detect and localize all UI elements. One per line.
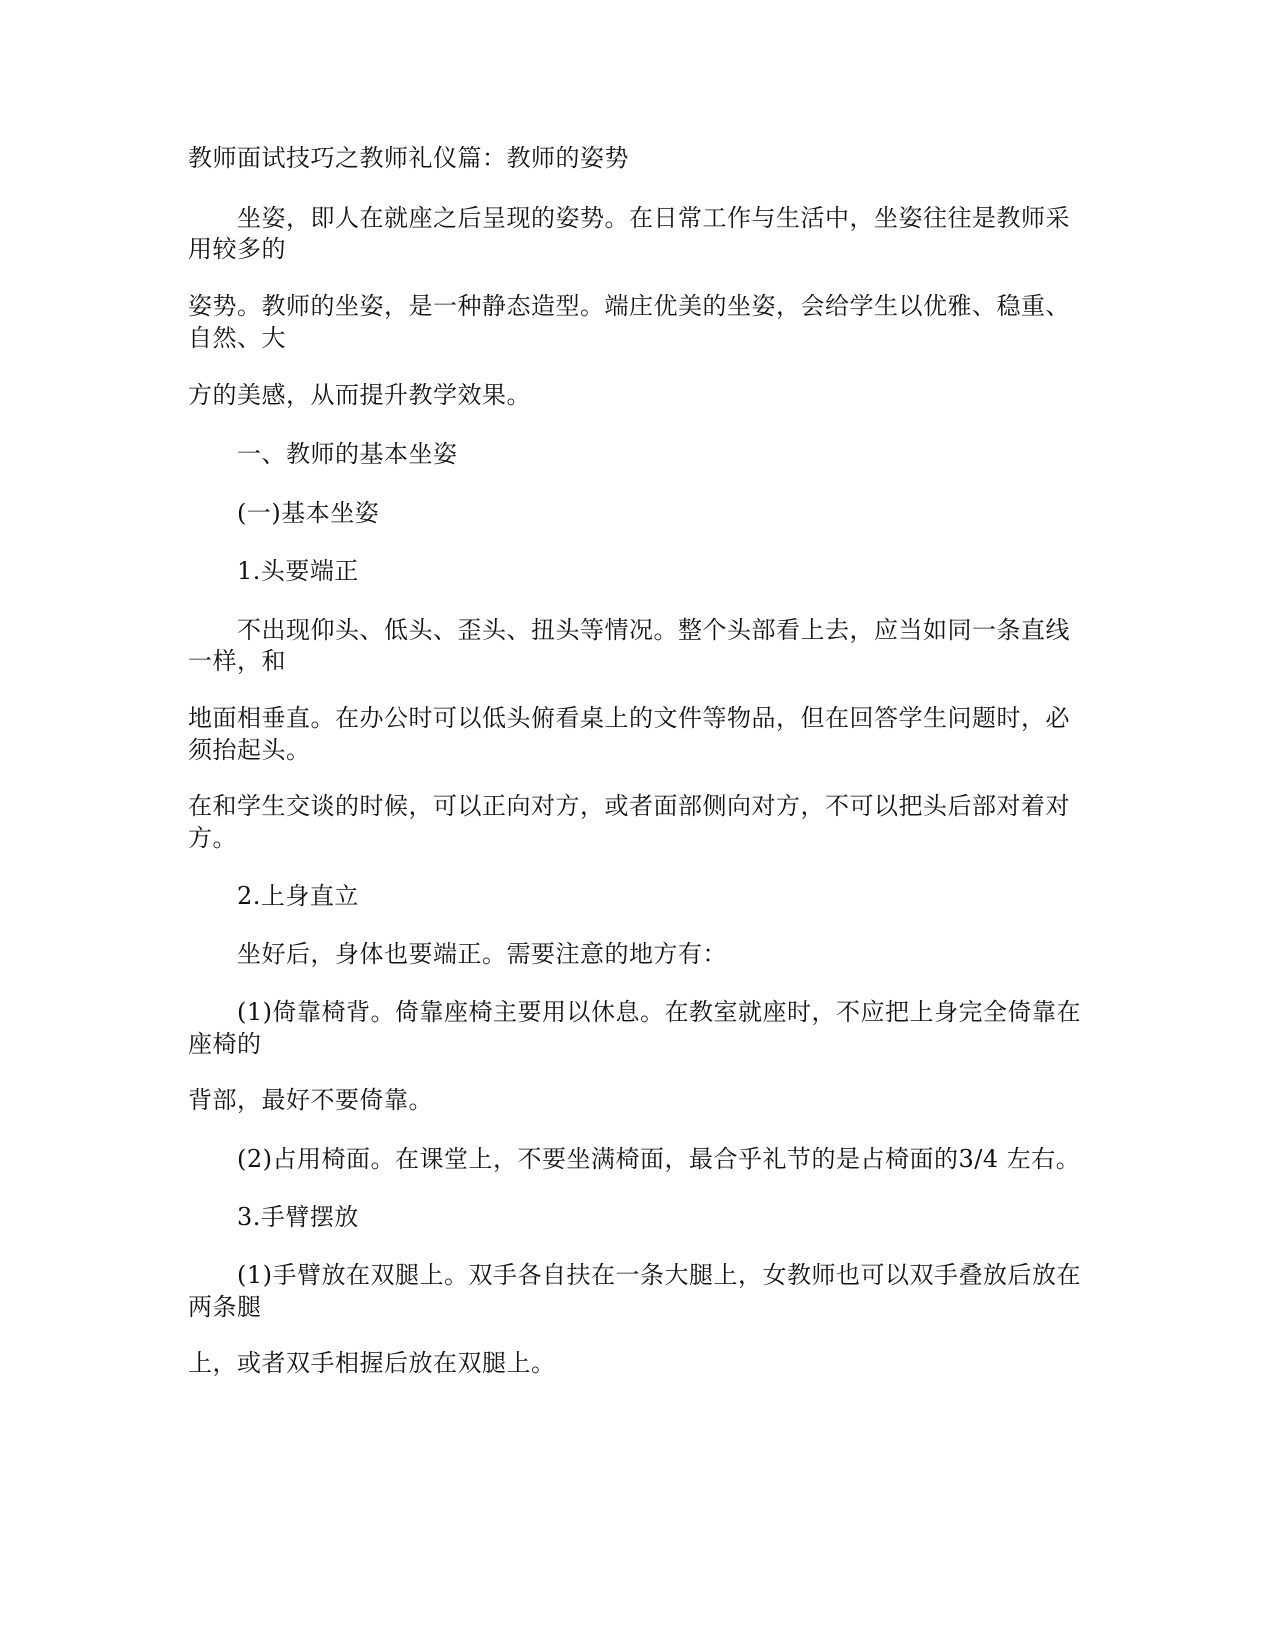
paragraph-line: 用较多的 <box>188 235 286 263</box>
paragraph-line: (1)倚靠椅背。倚靠座椅主要用以休息。在教室就座时，不应把上身完全倚靠在 <box>237 998 1081 1026</box>
paragraph-line: 方的美感，从而提升教学效果。 <box>188 381 531 409</box>
item-heading: 3.手臂摆放 <box>237 1203 359 1231</box>
paragraph-line: 座椅的 <box>188 1030 262 1058</box>
paragraph-line: 坐好后，身体也要端正。需要注意的地方有： <box>237 940 727 968</box>
paragraph-line: 一样，和 <box>188 647 286 675</box>
paragraph-line: 不出现仰头、低头、歪头、扭头等情况。整个头部看上去，应当如同一条直线 <box>237 616 1070 644</box>
item-heading: 1.头要端正 <box>237 557 359 585</box>
item-heading: 2.上身直立 <box>237 882 359 910</box>
paragraph-line: (2)占用椅面。在课堂上，不要坐满椅面，最合乎礼节的是占椅面的3/4 左右。 <box>237 1145 1081 1173</box>
paragraph-line: 上，或者双手相握后放在双腿上。 <box>188 1349 556 1377</box>
paragraph-line: 两条腿 <box>188 1293 262 1321</box>
subsection-heading: (一)基本坐姿 <box>237 499 380 527</box>
paragraph-line: 方。 <box>188 824 237 852</box>
paragraph-line: 地面相垂直。在办公时可以低头俯看桌上的文件等物品，但在回答学生问题时，必 <box>188 704 1070 732</box>
paragraph-line: 自然、大 <box>188 324 286 352</box>
paragraph-line: 背部，最好不要倚靠。 <box>188 1086 433 1114</box>
paragraph-line: 在和学生交谈的时候，可以正向对方，或者面部侧向对方，不可以把头后部对着对 <box>188 792 1070 820</box>
paragraph-line: 姿势。教师的坐姿，是一种静态造型。端庄优美的坐姿，会给学生以优雅、稳重、 <box>188 292 1070 320</box>
paragraph-line: 坐姿，即人在就座之后呈现的姿势。在日常工作与生活中，坐姿往往是教师采 <box>237 204 1070 232</box>
paragraph-line: (1)手臂放在双腿上。双手各自扶在一条大腿上，女教师也可以双手叠放后放在 <box>237 1261 1081 1289</box>
section-heading: 一、教师的基本坐姿 <box>237 440 458 468</box>
document-title: 教师面试技巧之教师礼仪篇：教师的姿势 <box>188 144 629 172</box>
paragraph-line: 须抬起头。 <box>188 736 311 764</box>
